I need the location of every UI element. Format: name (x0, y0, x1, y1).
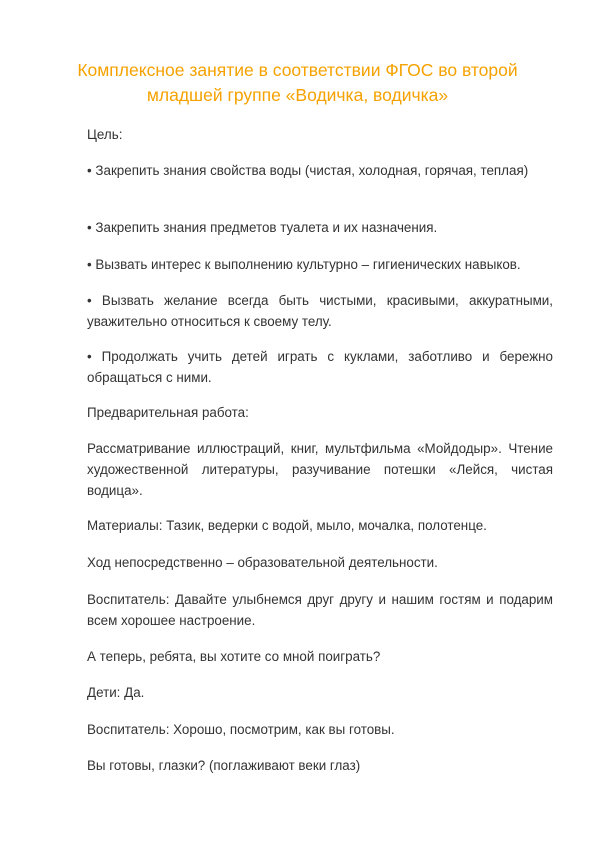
paragraph-goal-heading: Цель: (87, 127, 123, 142)
paragraph-prep-heading: Предварительная работа: (87, 405, 249, 420)
paragraph-teacher-ready: Воспитатель: Хорошо, посмотрим, как вы готовы. (87, 722, 395, 737)
paragraph-eyes-ready: Вы готовы, глазки? (поглаживают веки глаз) (87, 758, 361, 773)
paragraph-goal-5: • Продолжать учить детей играть с куклами, заботливо и бережно обращаться с ними. (87, 349, 553, 385)
paragraph-materials: Материалы: Тазик, ведерки с водой, мыло, мочалка, полотенце. (87, 518, 487, 533)
paragraph-activity-heading: Ход непосредственно – образовательной деятельности. (87, 555, 438, 570)
paragraph-teacher-greeting: Воспитатель: Давайте улыбнемся друг другу и нашим гостям и подарим всем хорошее настроение. (87, 592, 553, 628)
paragraph-goal-1: • Закрепить знания свойства воды (чистая, холодная, горячая, теплая) (87, 163, 529, 178)
paragraph-children-answer: Дети: Да. (87, 685, 145, 700)
paragraph-goal-4: • Вызвать желание всегда быть чистыми, красивыми, аккуратными, уважительно относиться к своему телу. (87, 293, 553, 329)
document-title: Комплексное занятие в соответствии ФГОС во второй младшей группе «Водичка, водичка» (77, 60, 518, 105)
paragraph-goal-3: • Вызвать интерес к выполнению культурно – гигиенических навыков. (87, 257, 521, 272)
paragraph-prep-work: Рассматривание иллюстраций, книг, мультфильма «Мойдодыр». Чтение художественной литературы, разучивание потешки «Лейся, чистая водица». (87, 441, 553, 498)
paragraph-play-question: А теперь, ребята, вы хотите со мной поиграть? (87, 649, 381, 664)
paragraph-goal-2: • Закрепить знания предметов туалета и их назначения. (87, 220, 438, 235)
